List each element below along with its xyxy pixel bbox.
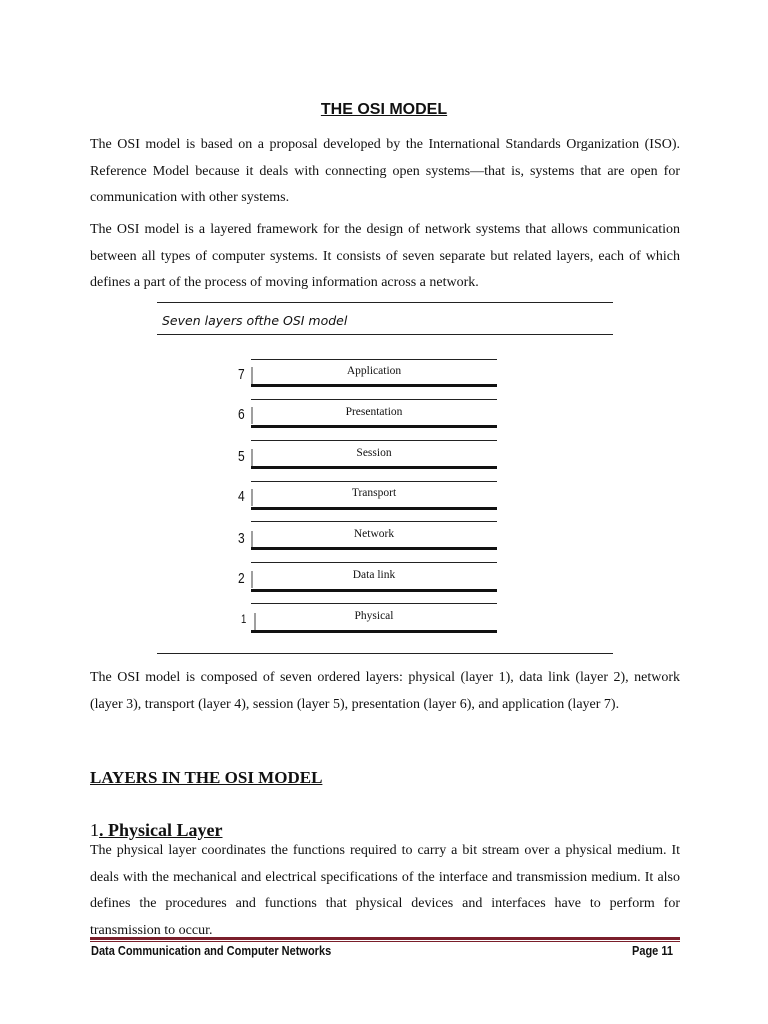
layer-number: 3: [238, 530, 249, 547]
layers-summary-paragraph: The OSI model is composed of seven ordered layers: physical (layer 1), data link (layer 2), network (layer 3), transport (layer 4), session (layer 5), presentation (layer 6), and application (layer 7).: [90, 670, 680, 712]
layer-bottom-rule: [251, 507, 497, 510]
layer-bottom-rule: [251, 425, 497, 428]
layer-label: Network: [353, 528, 395, 540]
layer-top-rule: [251, 399, 497, 400]
layer-label: Presentation: [345, 406, 403, 418]
layer-bottom-rule: [251, 384, 497, 387]
section-heading: LAYERS IN THE OSI MODEL: [90, 768, 323, 787]
footer-document-title: Data Communication and Computer Networks: [91, 944, 332, 958]
footer-rule-thin: [90, 941, 680, 942]
layer-top-rule: [251, 562, 497, 563]
layer-number: 2: [238, 570, 249, 587]
figure-top-rule: [157, 302, 613, 303]
intro-paragraph: The OSI model is based on a proposal developed by the International Standards Organization (ISO). Reference Model because it deals with connecting open systems—that is, systems that are open for communication with other systems.: [90, 137, 680, 205]
layer-label: Transport: [351, 487, 397, 499]
layer-number: 1: [241, 612, 252, 626]
subsection-title: . Physical Layer: [99, 820, 223, 840]
framework-paragraph: The OSI model is a layered framework for the design of network systems that allows communication between all types of computer systems. It consists of seven separate but related layers, each of which defines a part of the process of moving information across a network.: [90, 222, 680, 290]
footer-page-number: Page 11: [632, 944, 673, 958]
figure-caption: Seven layers ofthe OSI model: [162, 313, 348, 328]
layer-label: Data link: [352, 569, 396, 581]
figure-caption-rule: [157, 334, 613, 335]
layer-bottom-rule: [251, 547, 497, 550]
footer-rule: [90, 937, 680, 940]
layer-label: Session: [356, 447, 392, 459]
layer-number: 6: [238, 406, 249, 423]
layer-bottom-rule: [251, 630, 497, 633]
layer-top-rule: [251, 603, 497, 604]
layer-top-rule: [251, 481, 497, 482]
layer-bottom-rule: [251, 589, 497, 592]
layer-label: Application: [346, 365, 402, 377]
layer-number: 5: [238, 448, 249, 465]
physical-layer-paragraph: The physical layer coordinates the functions required to carry a bit stream over a physical medium. It deals with the mechanical and electrical specifications of the interface and transmission medium. It also defines the procedures and functions that physical devices and interfaces have to perform for transmission to occur.: [90, 843, 680, 938]
page-title: THE OSI MODEL: [320, 101, 448, 118]
layer-number: 4: [238, 488, 249, 505]
layer-bottom-rule: [251, 466, 497, 469]
layer-top-rule: [251, 521, 497, 522]
figure-bottom-rule: [157, 653, 613, 654]
layer-top-rule: [251, 359, 497, 360]
layer-label: Physical: [354, 610, 394, 622]
layer-top-rule: [251, 440, 497, 441]
layer-number: 7: [238, 366, 249, 383]
subsection-number: 1: [90, 820, 99, 840]
